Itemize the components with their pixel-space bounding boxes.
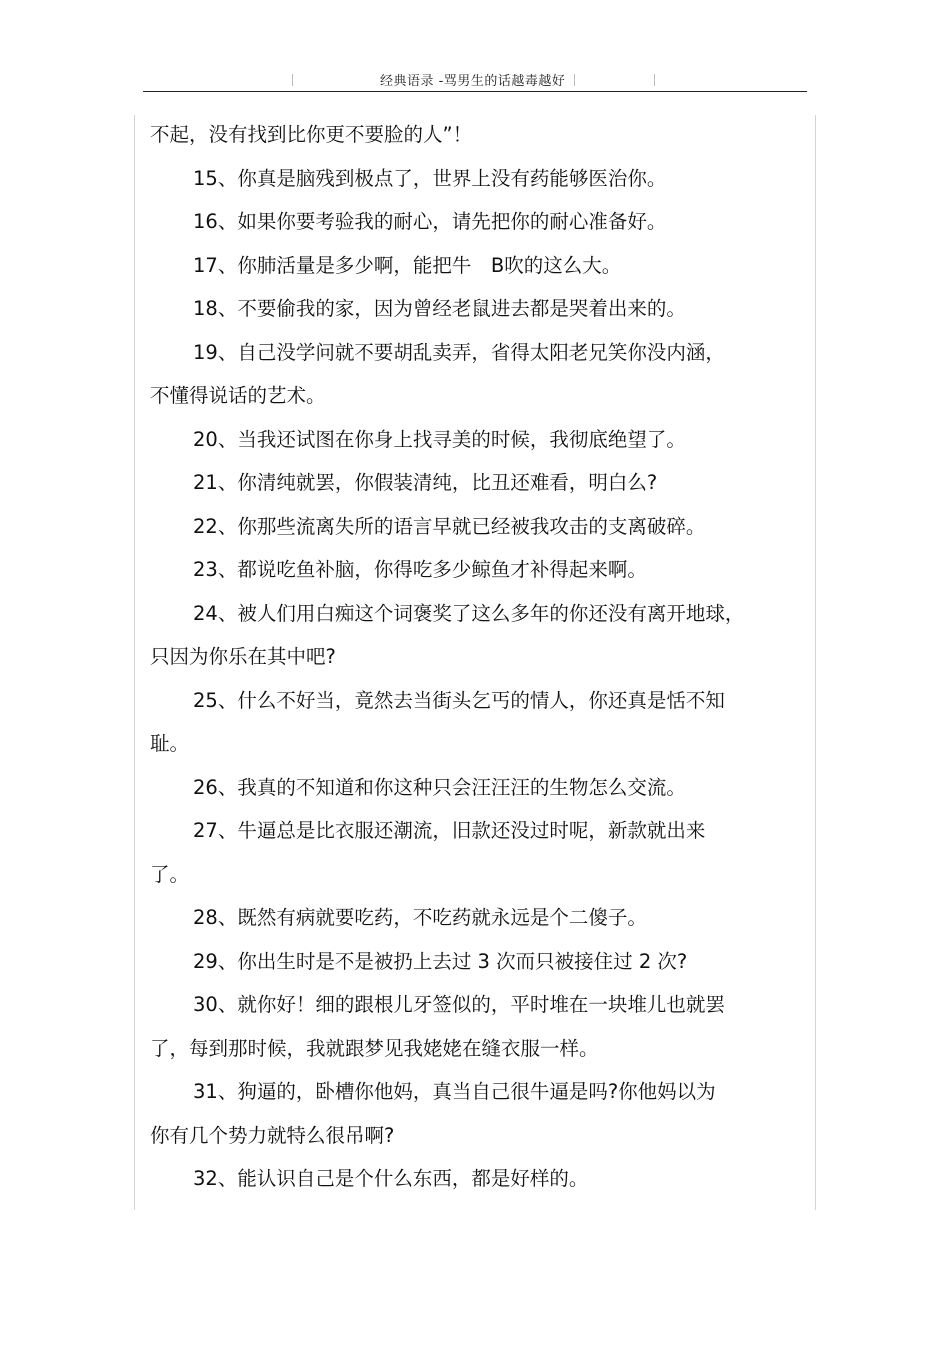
text-line: 29、你出生时是不是被扔上去过 3 次而只被接住过 2 次? <box>193 949 688 973</box>
text-line: 28、既然有病就要吃药，不吃药就永远是个二傻子。 <box>193 906 647 929</box>
page-header <box>0 66 950 92</box>
text-line: 22、你那些流离失所的语言早就已经被我攻击的支离破碎。 <box>193 514 706 538</box>
text-line: 18、不要偷我的家，因为曾经老鼠进去都是哭着出来的。 <box>193 297 686 320</box>
header-rule <box>143 91 807 92</box>
text-line: 了，每到那时候，我就跟梦见我姥姥在缝衣服一样。 <box>150 1036 599 1060</box>
text-line: 27、牛逼总是比衣服还潮流，旧款还没过时呢，新款就出来 <box>193 819 706 842</box>
header-title: 经典语录 -骂男生的话越毒越好 <box>380 74 566 89</box>
text-line: 不起，没有找到比你更不要脸的人”！ <box>150 123 473 146</box>
header-tick-mid <box>574 74 575 86</box>
text-line: 20、当我还试图在你身上找寻美的时候，我彻底绝望了。 <box>193 427 686 451</box>
header-tick-left <box>292 74 293 86</box>
document-body <box>150 113 790 1201</box>
text-line: 23、都说吃鱼补脑，你得吃多少鲸鱼才补得起来啊。 <box>193 558 647 581</box>
text-line: 26、我真的不知道和你这种只会汪汪汪的生物怎么交流。 <box>193 775 686 799</box>
text-line: 25、什么不好当，竟然去当街头乞丐的情人，你还真是恬不知 <box>193 688 725 712</box>
text-line: 耻。 <box>150 732 190 755</box>
text-line: 15、你真是脑残到极点了，世界上没有药能够医治你。 <box>193 166 667 190</box>
right-margin-line <box>815 115 816 1210</box>
text-line: 了。 <box>150 862 190 886</box>
text-line: 31、狗逼的，卧槽你他妈，真当自己很牛逼是吗?你他妈以为 <box>193 1080 716 1103</box>
left-margin-line <box>134 115 135 1210</box>
text-line: 24、被人们用白痴这个词褒奖了这么多年的你还没有离开地球， <box>193 601 745 625</box>
text-line: 21、你清纯就罢，你假装清纯，比丑还难看，明白么? <box>193 471 658 494</box>
text-line: 32、能认识自己是个什么东西，都是好样的。 <box>193 1167 589 1190</box>
text-line: 不懂得说话的艺术。 <box>150 384 326 407</box>
text-line: 30、就你好！细的跟根儿牙签似的，平时堆在一块堆儿也就罢 <box>193 993 725 1016</box>
text-line: 17、你肺活量是多少啊，能把牛 B吹的这么大。 <box>193 253 622 277</box>
text-line: 只因为你乐在其中吧? <box>150 645 336 668</box>
text-line: 你有几个势力就特么很吊啊? <box>150 1123 395 1147</box>
text-line: 16、如果你要考验我的耐心，请先把你的耐心准备好。 <box>193 210 667 233</box>
header-tick-right <box>654 74 655 86</box>
text-line: 19、自己没学问就不要胡乱卖弄，省得太阳老兄笑你没内涵， <box>193 340 725 364</box>
